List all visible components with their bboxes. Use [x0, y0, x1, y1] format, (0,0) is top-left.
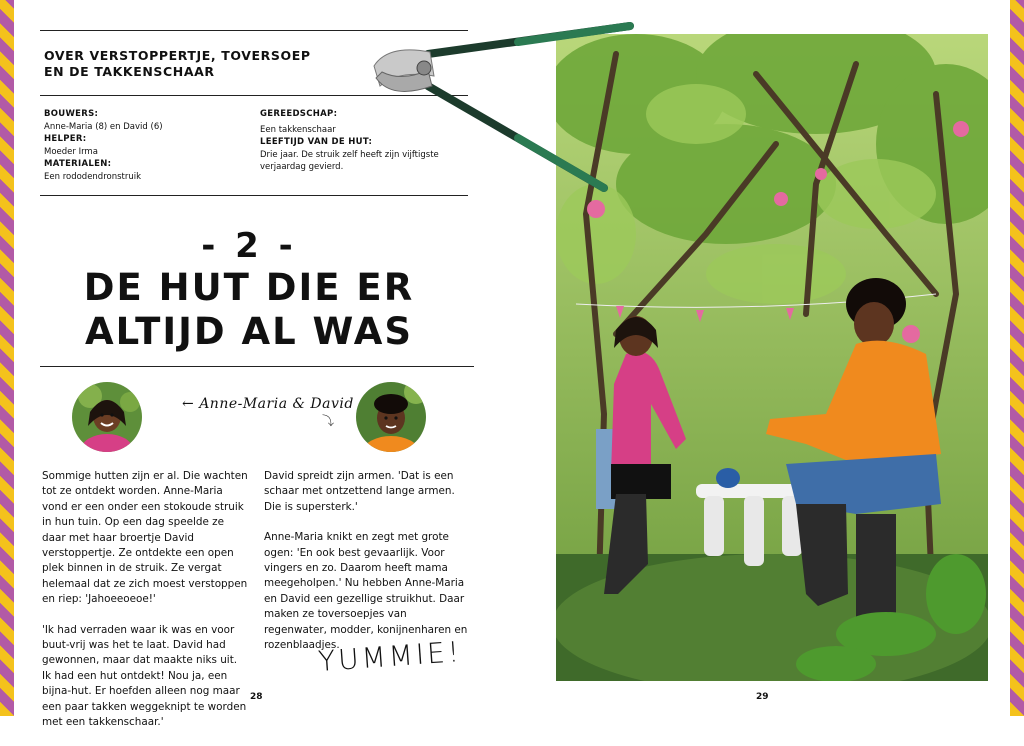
body-paragraph: Anne-Maria knikt en zegt met grote ogen: 'En ook best gevaarlijk. Voor vingers en zo. Daarom heeft mama meegeholpen.' Nu hebben Anne-Maria en David een gezellige struikhut. Daar maken ze toversoepjes van regenwater, modder, konijnenharen en rozenblaadjes.: [264, 531, 468, 652]
leeftijd-value-line-2: verjaardag gevierd.: [260, 162, 344, 172]
arrow-right-icon: ⤵: [322, 414, 335, 428]
david-portrait: [356, 382, 426, 452]
body-paragraph: David spreidt zijn armen. 'Dat is een schaar met ontzettend lange armen. Die is supersterk.': [264, 470, 455, 513]
bouwers-label: BOUWERS:: [44, 109, 99, 119]
names-text: Anne-Maria & David: [199, 396, 354, 412]
page-number-right: 29: [756, 692, 769, 702]
bouwers-value: Anne-Maria (8) en David (6): [44, 121, 163, 132]
right-decorative-border: [1010, 0, 1024, 716]
left-decorative-border: [0, 0, 14, 716]
anne-maria-portrait: [72, 382, 142, 452]
gereedschap-value: Een takkenschaar: [260, 124, 336, 135]
leeftijd-label: LEEFTIJD VAN DE HUT:: [260, 137, 373, 147]
materialen-value: Een rododendronstruik: [44, 171, 142, 182]
helper-value: Moeder Irma: [44, 146, 98, 157]
title-underline: [40, 366, 474, 367]
info-box-title: [44, 48, 424, 80]
leeftijd-value-line-1: Drie jaar. De struik zelf heeft zijn vijftigste: [260, 149, 439, 160]
body-left-column: [42, 469, 248, 746]
materialen-label: MATERIALEN:: [44, 159, 112, 169]
info-title-line-1: OVER VERSTOPPERTJE, TOVERSOEP: [44, 48, 311, 63]
body-paragraph: 'Ik had verraden waar ik was en voor buut-vrij was het te laat. David had gewonnen, maar dat maakte niks uit. Ik had een hut ontdekt! Nou ja, een bijna-hut. Er hoefden alleen nog maar een paar takken weggeknipt te worden met een takkenschaar.': [42, 623, 247, 729]
meta-left-column: [44, 108, 163, 183]
gereedschap-label: GEREEDSCHAP:: [260, 109, 338, 119]
chapter-title: [14, 266, 484, 354]
names-caption: [182, 396, 354, 412]
handwritten-yummie: YUMMIE!: [317, 635, 464, 678]
body-paragraph: Sommige hutten zijn er al. Die wachten tot ze ontdekt worden. Anne-Maria vond er een onder een stokoude struik in hun tuin. Op een dag speelde ze daar met haar broertje David verstoppertje. Ze ontdekte een open plek binnen in de struik. Ze vergat helemaal dat ze zich moest verstoppen en riep: 'Jahoeeoeoe!': [42, 470, 248, 606]
info-title-line-2: EN DE TAKKENSCHAAR: [44, 64, 215, 79]
chapter-title-line-1: DE HUT DIE ER: [83, 266, 415, 309]
arrow-left-icon: ←: [182, 396, 195, 412]
lopper-shears-illustration: [368, 16, 648, 206]
page-number-left: 28: [250, 692, 263, 702]
chapter-title-line-2: ALTIJD AL WAS: [85, 310, 413, 353]
helper-label: HELPER:: [44, 134, 87, 144]
chapter-number: - 2 -: [201, 226, 297, 266]
